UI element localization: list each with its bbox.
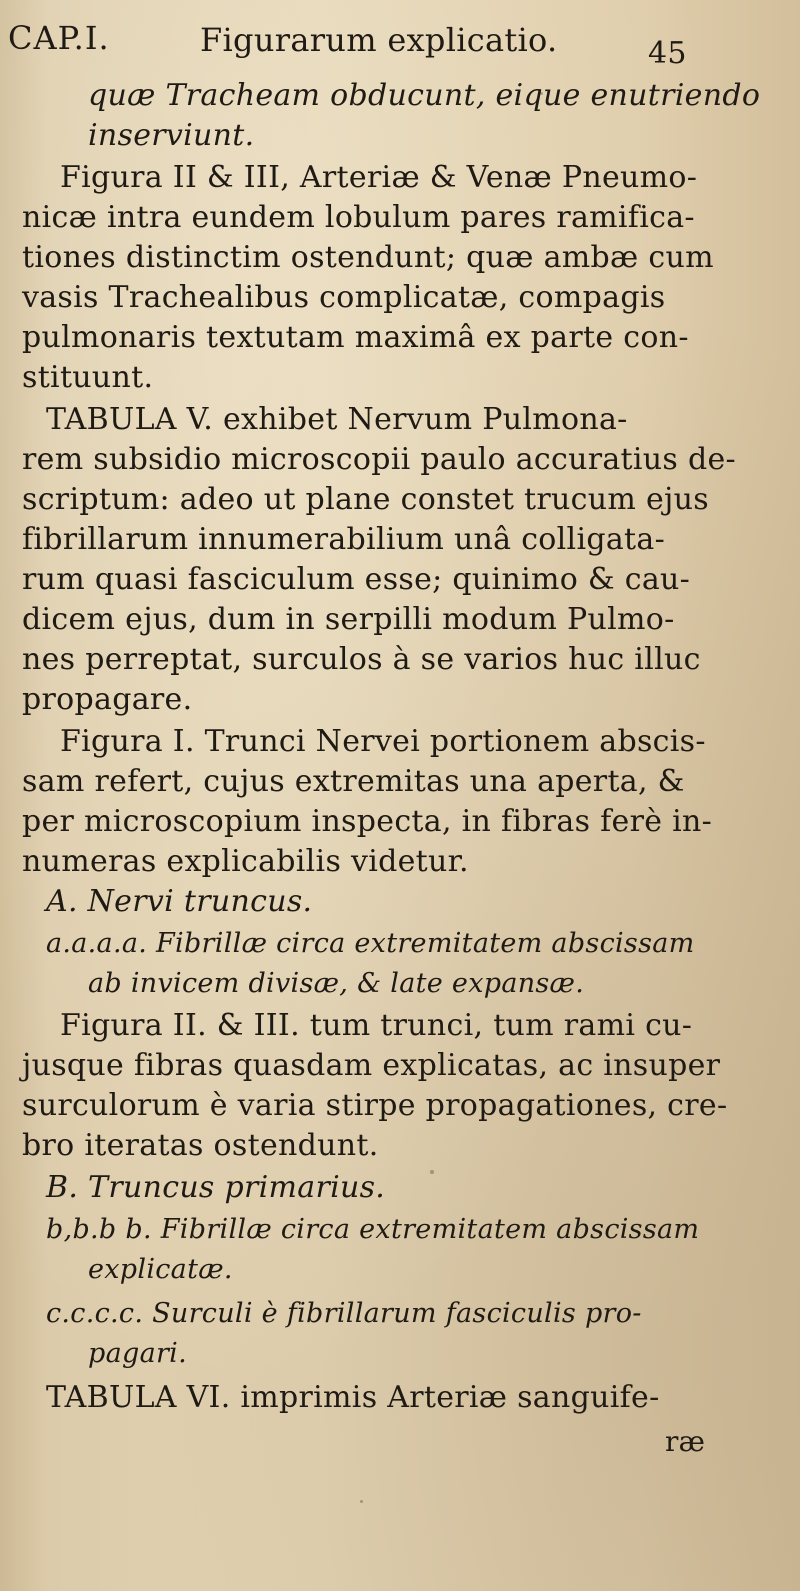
text-line: tiones distinctim ostendunt; quæ ambæ cum [22,240,714,275]
legend-entry: a.a.a.a. Fibrillæ circa extremitatem abscissam [46,928,695,959]
text-line: TABULA VI. imprimis Arteriæ sanguife- [46,1380,660,1415]
text-line: rem subsidio microscopii paulo accuratius de- [22,442,736,477]
ink-speck [430,1170,434,1174]
text-line: vasis Trachealibus complicatæ, compagis [22,280,666,315]
text-line: dicem ejus, dum in serpilli modum Pulmo- [22,602,675,637]
legend-entry: pagari. [88,1338,187,1369]
text-line: Figura II. & III. tum trunci, tum rami cu- [60,1008,693,1043]
text-line: fibrillarum innumerabilium unâ colligata- [22,522,666,557]
text-line: jusque fibras quasdam explicatas, ac insuper [22,1048,721,1083]
chapter-heading: CAP.I. [8,19,110,57]
catchword: ræ [665,1425,706,1458]
legend-entry: ab invicem divisæ, & late expansæ. [88,968,585,999]
text-line: scriptum: adeo ut plane constet trucum ejus [22,482,709,517]
text-line: pulmonaris textutam maximâ ex parte con- [22,320,689,355]
text-line: surculorum è varia stirpe propagationes, cre- [22,1088,728,1123]
text-line: Figura II & III, Arteriæ & Venæ Pneumo- [60,160,698,195]
text-line: per microscopium inspecta, in fibras ferè in- [22,804,713,839]
legend-entry: explicatæ. [88,1254,233,1285]
text-line: TABULA V. exhibet Nervum Pulmona- [46,402,628,437]
legend-entry: b,b.b b. Fibrillæ circa extremitatem abscissam [46,1214,700,1245]
text-line: quæ Tracheam obducunt, eique enutriendo [88,78,761,113]
text-line: sam refert, cujus extremitas una aperta, & [22,764,685,799]
legend-entry: B. Truncus primarius. [46,1170,386,1205]
text-line: nicæ intra eundem lobulum pares ramifica- [22,200,695,235]
legend-entry: A. Nervi truncus. [46,884,313,919]
text-line: rum quasi fasciculum esse; quinimo & cau- [22,562,691,597]
legend-entry: c.c.c.c. Surculi è fibrillarum fasciculis pro- [46,1298,642,1329]
text-line: inserviunt. [88,118,255,153]
page-number: 45 [648,36,687,71]
text-line: stituunt. [22,360,154,395]
running-title: Figurarum explicatio. [200,21,558,59]
text-line: bro iteratas ostendunt. [22,1128,379,1163]
text-line: numeras explicabilis videtur. [22,844,469,879]
text-line: nes perreptat, surculos à se varios huc illuc [22,642,701,677]
text-line: Figura I. Trunci Nervei portionem abscis- [60,724,706,759]
text-line: propagare. [22,682,193,717]
ink-speck [360,1500,363,1503]
